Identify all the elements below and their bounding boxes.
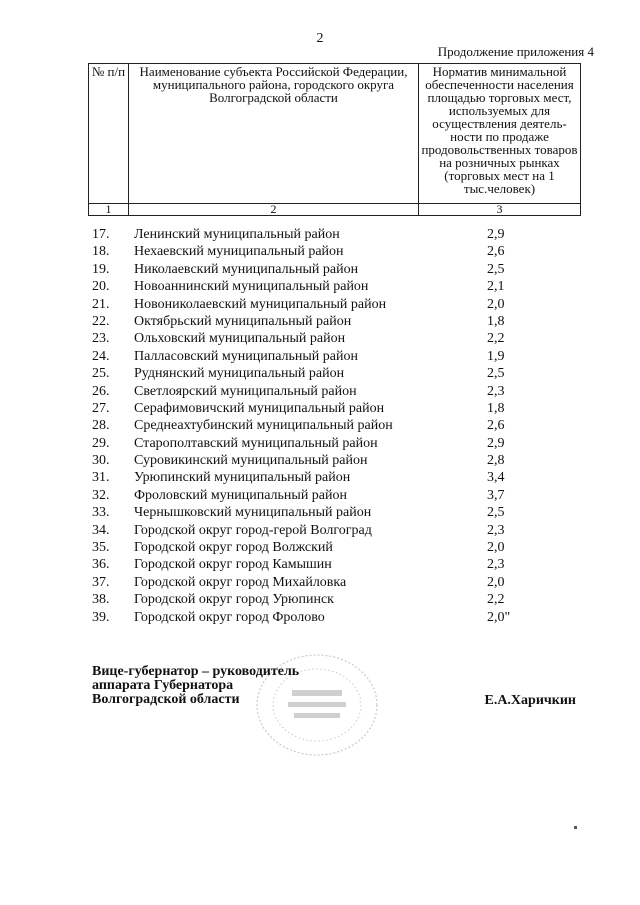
row-value: 2,3	[487, 557, 505, 573]
table-row	[92, 522, 592, 539]
row-value: 2,6	[487, 418, 505, 434]
table-row	[92, 504, 592, 521]
table-row	[92, 574, 592, 591]
row-value: 2,9	[487, 227, 505, 242]
row-number: 35.	[92, 540, 110, 556]
row-value: 3,4	[487, 470, 505, 486]
table-row	[92, 348, 592, 365]
row-number: 29.	[92, 435, 110, 451]
row-name: Суровикинский муниципальный район	[134, 453, 368, 469]
table-row	[92, 469, 592, 486]
row-number: 33.	[92, 505, 110, 521]
row-value: 2,0	[487, 540, 505, 556]
table-row	[92, 226, 592, 243]
row-number: 19.	[92, 261, 110, 277]
signature-line-2: аппарата Губернатора	[92, 678, 234, 693]
row-name: Городской округ город Михайловка	[134, 574, 347, 590]
row-name: Нехаевский муниципальный район	[134, 244, 344, 260]
row-number: 34.	[92, 522, 110, 538]
row-number: 26.	[92, 383, 110, 399]
row-value: 3,7	[487, 487, 505, 503]
scan-dot	[574, 826, 577, 829]
header-number: № п/п	[89, 64, 129, 204]
row-name: Фроловский муниципальный район	[134, 487, 348, 503]
row-name: Новоаннинский муниципальный район	[134, 279, 369, 295]
table-row	[92, 330, 592, 347]
row-number: 25.	[92, 366, 110, 382]
row-name: Палласовский муниципальный район	[134, 348, 358, 364]
row-value: 2,5	[487, 366, 505, 382]
row-name: Старополтавский муниципальный район	[134, 435, 378, 451]
row-name: Ольховский муниципальный район	[134, 331, 346, 347]
table-row	[92, 452, 592, 469]
row-name: Городской округ город Урюпинск	[134, 592, 334, 608]
row-name: Чернышковский муниципальный район	[134, 505, 372, 521]
table-row	[92, 365, 592, 382]
table-row	[92, 556, 592, 573]
table-row	[92, 435, 592, 452]
row-number: 39.	[92, 609, 110, 625]
row-value: 2,5	[487, 505, 505, 521]
row-number: 30.	[92, 453, 110, 469]
table-body	[92, 226, 592, 626]
row-value: 1,9	[487, 348, 505, 364]
row-value: 2,0"	[487, 609, 511, 625]
row-value: 2,3	[487, 522, 505, 538]
signature-block	[92, 665, 299, 707]
column-index-2: 2	[129, 204, 419, 216]
header-norm: Норматив минимальной обеспеченности населения площадью торговых мест, используемых для осуществления деятель-ности по продаже продовольственных товаров на розничных рынках (торговых мест на 1 тыс.человек)	[419, 64, 581, 204]
row-value: 2,0	[487, 296, 505, 312]
row-number: 18.	[92, 244, 110, 260]
row-number: 21.	[92, 296, 110, 312]
row-name: Октябрьский муниципальный район	[134, 313, 352, 329]
row-name: Городской округ город Волжский	[134, 540, 333, 556]
row-value: 2,2	[487, 331, 505, 347]
row-value: 2,9	[487, 435, 505, 451]
table-row	[92, 278, 592, 295]
row-number: 37.	[92, 574, 110, 590]
column-index-3: 3	[419, 204, 581, 216]
table-row	[92, 417, 592, 434]
row-value: 2,0	[487, 574, 505, 590]
row-number: 24.	[92, 348, 110, 364]
row-number: 28.	[92, 418, 110, 434]
column-index-1: 1	[89, 204, 129, 216]
row-name: Городской округ город Камышин	[134, 557, 332, 573]
row-number: 23.	[92, 331, 110, 347]
row-value: 1,8	[487, 400, 505, 416]
row-name: Городской округ город Фролово	[134, 609, 325, 625]
signature-line-3: Волгоградской области	[92, 692, 240, 707]
table-row	[92, 591, 592, 608]
row-number: 22.	[92, 313, 110, 329]
row-number: 17.	[92, 227, 110, 242]
signer-name: Е.А.Харичкин	[484, 693, 576, 708]
row-value: 1,8	[487, 313, 505, 329]
row-name: Среднеахтубинский муниципальный район	[134, 418, 393, 434]
table-row	[92, 313, 592, 330]
continuation-label: Продолжение приложения 4	[437, 44, 594, 59]
table-header	[88, 63, 581, 216]
table-row	[92, 609, 592, 626]
row-number: 32.	[92, 487, 110, 503]
row-name: Ленинский муниципальный район	[134, 227, 340, 242]
page-number: 2	[316, 31, 324, 46]
row-name: Городской округ город-герой Волгоград	[134, 522, 372, 538]
row-number: 20.	[92, 279, 110, 295]
row-name: Серафимовичский муниципальный район	[134, 400, 385, 416]
signature-line-1: Вице-губернатор – руководитель	[92, 664, 300, 679]
row-number: 38.	[92, 592, 110, 608]
table-row	[92, 400, 592, 417]
table-row	[92, 539, 592, 556]
table-row	[92, 261, 592, 278]
row-value: 2,8	[487, 453, 505, 469]
row-value: 2,3	[487, 383, 505, 399]
row-number: 27.	[92, 400, 110, 416]
row-value: 2,2	[487, 592, 505, 608]
row-number: 31.	[92, 470, 110, 486]
row-value: 2,5	[487, 261, 505, 277]
header-name: Наименование субъекта Российской Федерации, муниципального района, городского округа Волгоградской области	[129, 64, 419, 204]
row-name: Николаевский муниципальный район	[134, 261, 359, 277]
table-row	[92, 243, 592, 260]
table-row	[92, 487, 592, 504]
row-name: Урюпинский муниципальный район	[134, 470, 351, 486]
row-number: 36.	[92, 557, 110, 573]
row-value: 2,6	[487, 244, 505, 260]
row-name: Руднянский муниципальный район	[134, 366, 345, 382]
row-name: Светлоярский муниципальный район	[134, 383, 357, 399]
table-row	[92, 383, 592, 400]
table-row	[92, 296, 592, 313]
row-name: Новониколаевский муниципальный район	[134, 296, 387, 312]
row-value: 2,1	[487, 279, 505, 295]
